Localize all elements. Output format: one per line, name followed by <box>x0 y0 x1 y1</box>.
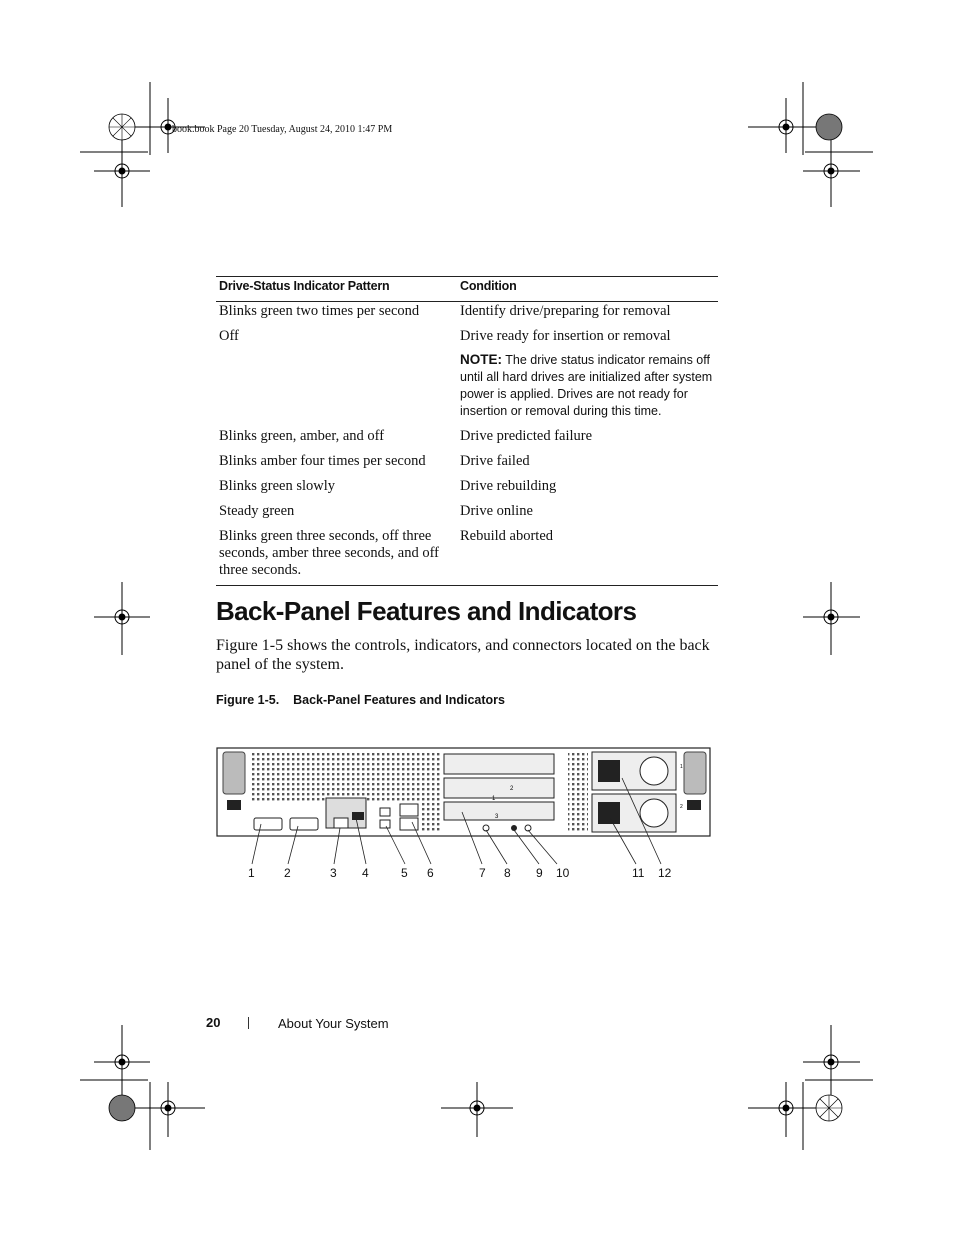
callout-number: 5 <box>401 866 408 880</box>
psu-fan-2 <box>640 799 668 827</box>
table-top-rule <box>216 276 718 277</box>
table-cell-pattern: Steady green <box>219 503 295 519</box>
idrac-port <box>334 818 348 828</box>
callout-number: 3 <box>330 866 337 880</box>
table-cell-condition: Identify drive/preparing for removal <box>460 303 671 319</box>
callout-number: 10 <box>556 866 570 880</box>
body-paragraph: Figure 1-5 shows the controls, indicators, and connectors located on the back panel of the system. <box>216 637 710 673</box>
table-cell-condition: Drive online <box>460 503 533 519</box>
power-connector-2 <box>598 802 620 824</box>
callout-number: 7 <box>479 866 486 880</box>
table-note <box>460 351 718 420</box>
table-cell-condition: Drive predicted failure <box>460 428 593 444</box>
vent-grille <box>568 752 588 832</box>
section-heading: Back-Panel Features and Indicators <box>216 596 637 626</box>
footer-section-title: About Your System <box>278 1016 389 1031</box>
vent-grille <box>250 752 420 802</box>
vflash-slot <box>352 812 364 820</box>
nic-port <box>400 804 418 816</box>
slot-label: 3 <box>495 814 499 820</box>
psu-label: 1 <box>680 764 683 770</box>
callout-number: 1 <box>248 866 255 880</box>
print-slug: book.book Page 20 Tuesday, August 24, 2010 1:47 PM <box>172 124 393 135</box>
usb-port <box>380 808 390 816</box>
left-latch <box>227 800 241 810</box>
callout-number: 8 <box>504 866 511 880</box>
right-latch <box>687 800 701 810</box>
table-header-pattern: Drive-Status Indicator Pattern <box>219 279 390 293</box>
expansion-slot <box>444 754 554 774</box>
callout-number: 6 <box>427 866 434 880</box>
callout-number: 11 <box>632 866 645 880</box>
table-header-condition: Condition <box>460 279 517 293</box>
nic-port <box>400 818 418 830</box>
page-number: 20 <box>206 1015 221 1030</box>
table-cell-pattern: Blinks green three seconds, off three seconds, amber three seconds, and off three seconds. <box>219 528 439 578</box>
video-connector <box>290 818 318 830</box>
callout-number: 9 <box>536 866 543 880</box>
table-cell-pattern: Blinks green slowly <box>219 478 335 494</box>
note-label: NOTE: <box>460 352 502 367</box>
back-panel-illustration <box>216 742 716 882</box>
table-cell-pattern: Blinks green, amber, and off <box>219 428 385 444</box>
right-rack-ear <box>684 752 706 794</box>
note-text: The drive status indicator remains off until all hard drives are initialized after system power is applied. Drives are not ready for insertion or removal during this time. <box>460 353 713 418</box>
power-connector-1 <box>598 760 620 782</box>
table-header-rule <box>216 301 718 302</box>
vent-grille <box>422 752 440 832</box>
expansion-slot <box>444 802 554 820</box>
slot-label: 1 <box>492 796 496 802</box>
footer-divider <box>248 1017 249 1029</box>
expansion-slot <box>444 778 554 798</box>
callout-number: 12 <box>658 866 672 880</box>
figure-caption: Figure 1-5. Back-Panel Features and Indicators <box>216 693 505 707</box>
left-rack-ear <box>223 752 245 794</box>
psu-fan-1 <box>640 757 668 785</box>
table-bottom-rule <box>216 585 718 586</box>
table-cell-condition: Drive ready for insertion or removal <box>460 328 671 344</box>
serial-connector <box>254 818 282 830</box>
table-cell-condition: Drive rebuilding <box>460 478 557 494</box>
psu-label: 2 <box>680 804 683 810</box>
table-cell-pattern: Blinks amber four times per second <box>219 453 426 469</box>
usb-port <box>380 820 390 828</box>
table-cell-condition: Rebuild aborted <box>460 528 554 544</box>
table-cell-pattern: Off <box>219 328 239 344</box>
slot-label: 2 <box>510 786 514 792</box>
callout-number: 4 <box>362 866 369 880</box>
callout-number: 2 <box>284 866 291 880</box>
table-cell-pattern: Blinks green two times per second <box>219 303 420 319</box>
table-cell-condition: Drive failed <box>460 453 530 469</box>
